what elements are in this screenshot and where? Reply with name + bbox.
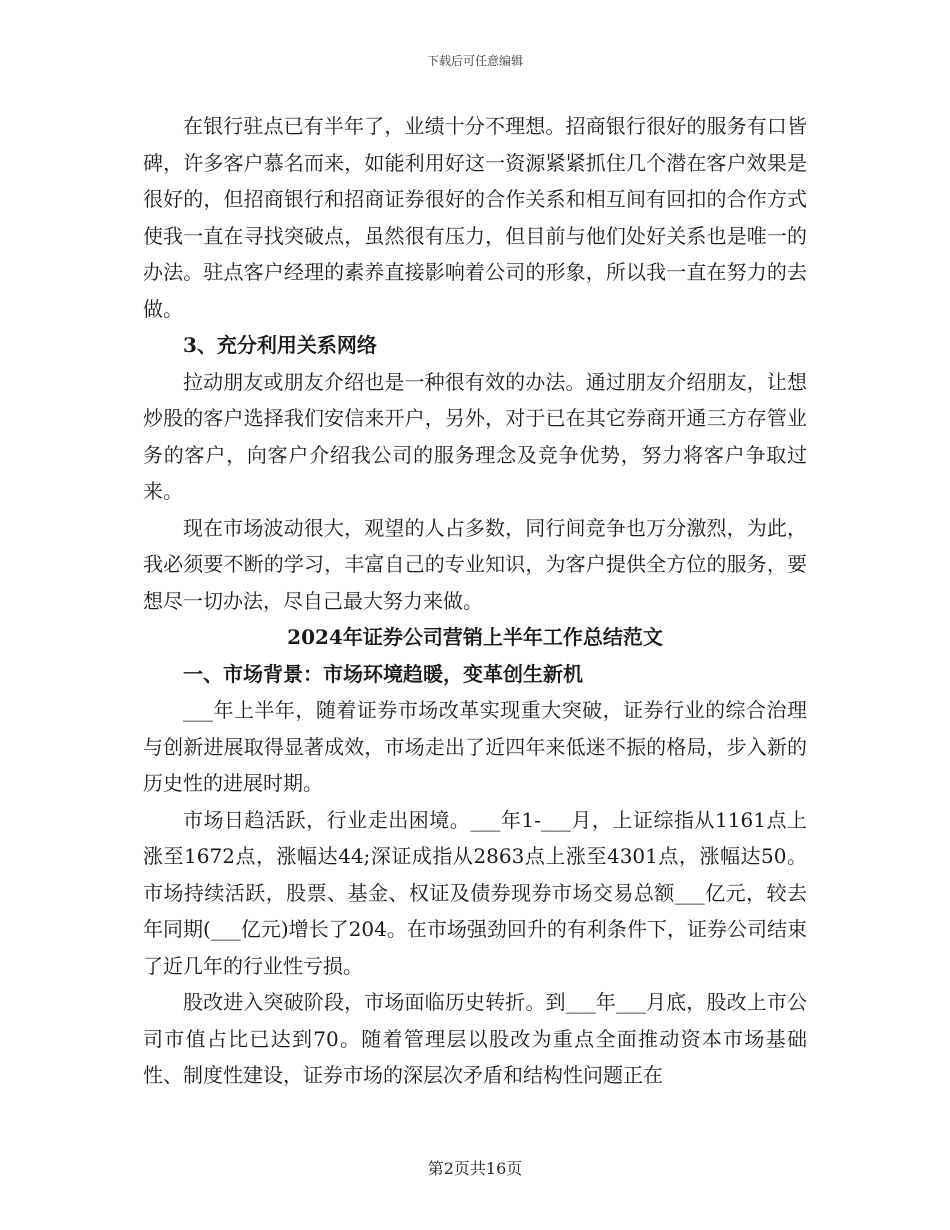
- document-body: [143, 108, 807, 1094]
- paragraph-3: 现在市场波动很大，观望的人占多数，同行间竞争也万分激烈，为此，我必须要不断的学习，丰富自己的专业知识，为客户提供全方位的服务，要想尽一切办法，尽自己最大努力来做。: [143, 515, 807, 613]
- section-heading-1: 一、市场背景：市场环境趋暖，变革创生新机: [183, 661, 583, 686]
- document-title: 2024年证券公司营销上半年工作总结范文: [287, 625, 663, 649]
- paragraph-5: 市场日趋活跃，行业走出困境。___年1-___月，上证综指从1161点上涨至1672点，涨幅达44;深证成指从2863点上涨至4301点，涨幅达50。市场持续活跃，股票、基金、权证及债券现券市场交易总额___亿元，较去年同期(___亿元)增长了204。在市场强劲回升的有利条件下，证券公司结束了近几年的行业性亏损。: [143, 807, 807, 978]
- paragraph-6: 股改进入突破阶段，市场面临历史转折。到___年___月底，股改上市公司市值占比已达到70。随着管理层以股改为重点全面推动资本市场基础性、制度性建设，证券市场的深层次矛盾和结构性问题正在: [143, 990, 807, 1087]
- page-header: 下载后可任意编辑: [426, 54, 523, 68]
- paragraph-1: 在银行驻点已有半年了，业绩十分不理想。招商银行很好的服务有口皆碑，许多客户慕名而来，如能利用好这一资源紧紧抓住几个潜在客户效果是很好的，但招商银行和招商证券很好的合作关系和相互间有回扣的合作方式使我一直在寻找突破点，虽然很有压力，但目前与他们处好关系也是唯一的办法。驻点客户经理的素养直接影响着公司的形象，所以我一直在努力的去做。: [143, 114, 807, 321]
- paragraph-2: 拉动朋友或朋友介绍也是一种很有效的办法。通过朋友介绍朋友，让想炒股的客户选择我们安信来开户，另外，对于已在其它券商开通三方存管业务的客户，向客户介绍我公司的服务理念及竞争优势，努力将客户争取过来。: [143, 369, 807, 503]
- paragraph-4: ___年上半年，随着证券市场改革实现重大突破，证券行业的综合治理与创新进展取得显著成效，市场走出了近四年来低迷不振的格局，步入新的历史性的进展时期。: [143, 698, 807, 795]
- section-heading-3: 3、充分利用关系网络: [183, 333, 377, 357]
- page-footer: 第2页共16页: [427, 1159, 523, 1178]
